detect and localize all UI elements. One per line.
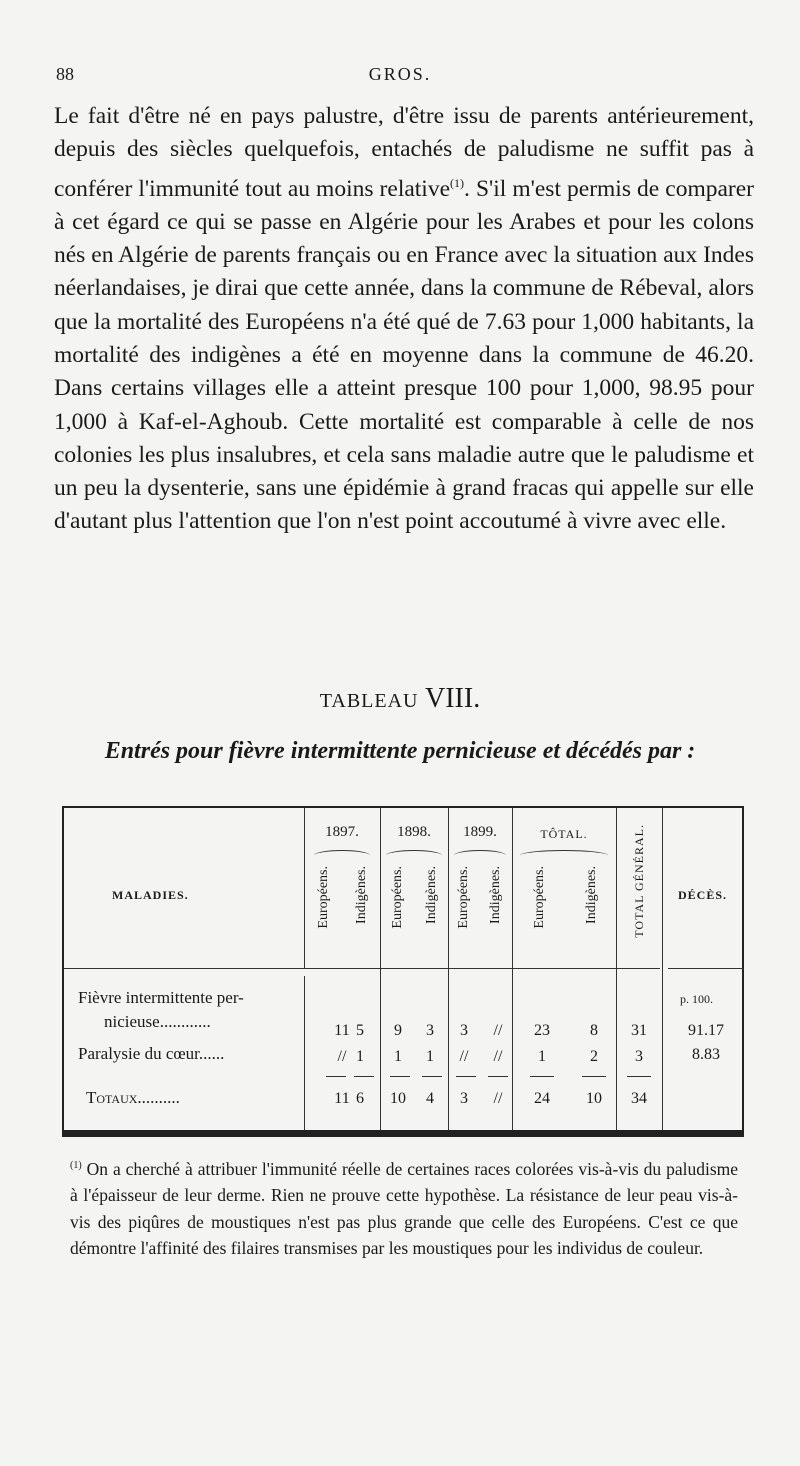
total-header: TÔTAL.	[540, 827, 588, 841]
year-brace	[386, 850, 442, 861]
year-brace	[520, 850, 608, 861]
col-europeens-1897: Européens.	[316, 866, 331, 929]
cell-paralysie-total-europeens: 1	[538, 1048, 546, 1065]
col-europeens-1898: Européens.	[390, 866, 405, 929]
cell-fievre-1897-indigenes: 5	[356, 1022, 364, 1039]
sum-rule	[582, 1076, 606, 1077]
cell-totaux-1898-europeens: 10	[390, 1090, 406, 1107]
page-number: 88	[56, 64, 74, 84]
footnote-reference: (1)	[450, 175, 465, 190]
header-rule	[64, 968, 660, 969]
maladies-header: MALADIES.	[112, 888, 189, 902]
cell-paralysie-total-general: 3	[635, 1048, 643, 1065]
cell-fievre-total-europeens: 23	[534, 1022, 550, 1039]
header-rule	[668, 968, 744, 969]
cell-totaux-1899-indigenes: //	[493, 1090, 503, 1107]
cell-totaux-1899-europeens: 3	[460, 1090, 468, 1107]
year-1899: 1899.	[463, 824, 497, 840]
cell-fievre-total-indigenes: 8	[590, 1022, 598, 1039]
row-label-fievre-line2: nicieuse............	[104, 1012, 211, 1031]
cell-paralysie-1897-indigenes: 1	[356, 1048, 364, 1065]
tableau-title	[0, 683, 800, 715]
footnote	[70, 1153, 738, 1262]
cell-fievre-1898-europeens: 9	[394, 1022, 402, 1039]
table-bottom-border	[62, 1132, 744, 1137]
sum-rule	[456, 1076, 476, 1077]
cell-paralysie-1897-europeens: //	[337, 1048, 347, 1065]
col-europeens-1899: Européens.	[456, 866, 471, 929]
body-paragraph	[54, 100, 754, 539]
year-1898: 1898.	[397, 824, 431, 840]
cell-totaux-total-indigenes: 10	[586, 1090, 602, 1107]
page-header	[56, 64, 744, 88]
year-brace	[454, 850, 506, 861]
sum-rule	[422, 1076, 442, 1077]
cell-fievre-1899-europeens: 3	[460, 1022, 468, 1039]
col-indigenes-1898: Indigènes.	[424, 866, 439, 924]
cell-totaux-total-general: 34	[631, 1090, 647, 1107]
cell-paralysie-1898-indigenes: 1	[426, 1048, 434, 1065]
tableau-title-number: VIII.	[425, 683, 481, 714]
column-rule	[662, 808, 663, 1130]
row-label-totaux: Totaux..........	[86, 1088, 180, 1107]
cell-totaux-1898-indigenes: 4	[426, 1090, 434, 1107]
sum-rule	[354, 1076, 374, 1077]
cell-fievre-deces: 91.17	[688, 1022, 724, 1039]
cell-fievre-1898-indigenes: 3	[426, 1022, 434, 1039]
sum-rule	[488, 1076, 508, 1077]
year-1897: 1897.	[325, 824, 359, 840]
footnote-text: On a cherché à attribuer l'immunité réelle de certaines races colorées vis-à-vis du paludisme à l'épaisseur de leur derme. Rien ne prouve cette hypothèse. La résistance de leur peau vis-à-vis des piqûres de moustiques n'est pas plus grande que celle des Européens. C'est ce que démontre l'affinité des filaires transmises par les moustiques pour les individus de couleur.	[70, 1158, 739, 1259]
sum-rule	[326, 1076, 346, 1077]
col-total-general: TOTAL GÉNÉRAL.	[632, 824, 646, 938]
cell-paralysie-1899-europeens: //	[459, 1048, 469, 1065]
deces-header: DÉCÈS.	[678, 888, 728, 902]
body-text-part-1: Le fait d'être né en pays palustre, d'être issu de parents antérieurement, depuis des siècles quelquefois, entachés de paludisme ne suffit pas à conférer l'immunité tout au moins relative	[54, 103, 754, 202]
running-head: GROS.	[368, 64, 432, 84]
row-label-fievre-line1: Fièvre intermittente per-	[78, 988, 244, 1007]
cell-totaux-1897-indigenes: 6	[356, 1090, 364, 1107]
cell-fievre-1897-europeens: 11	[334, 1022, 350, 1039]
column-rule	[304, 976, 305, 1130]
row-label-paralysie: Paralysie du cœur......	[78, 1044, 225, 1063]
unit-label: p. 100.	[680, 992, 713, 1006]
column-rule	[512, 808, 513, 1130]
mortality-table	[62, 806, 744, 1132]
cell-fievre-total-general: 31	[631, 1022, 647, 1039]
year-brace	[314, 850, 370, 861]
sum-rule	[390, 1076, 410, 1077]
cell-paralysie-deces: 8.83	[692, 1046, 720, 1063]
sum-rule	[627, 1076, 651, 1077]
tableau-caption: Entrés pour fièvre intermittente pernicieuse et décédés par :	[104, 738, 696, 764]
tableau-title-word: TABLEAU	[319, 690, 419, 712]
column-rule	[616, 808, 617, 1130]
footnote-marker: (1)	[70, 1160, 82, 1171]
col-indigenes-1899: Indigènes.	[488, 866, 503, 924]
cell-fievre-1899-indigenes: //	[493, 1022, 503, 1039]
cell-totaux-total-europeens: 24	[534, 1090, 550, 1107]
cell-paralysie-total-indigenes: 2	[590, 1048, 598, 1065]
cell-paralysie-1898-europeens: 1	[394, 1048, 402, 1065]
col-indigenes-total: Indigènes.	[584, 866, 599, 924]
cell-totaux-1897-europeens: 11	[334, 1090, 350, 1107]
sum-rule	[530, 1076, 554, 1077]
col-indigenes-1897: Indigènes.	[354, 866, 369, 924]
column-rule	[380, 808, 381, 1130]
body-text-part-2: . S'il m'est permis de comparer à cet égard ce qui se passe en Algérie pour les Arabes et pour les colons nés en Algérie de parents français ou en France avec la situation aux Indes néerlandaises, je dirai que cette année, dans la commune de Rébeval, alors que la mortalité des Européens n'a été qué de 7.63 pour 1,000 habitants, la mortalité des indigènes a été en moyenne dans la commune de 46.20. Dans certains villages elle a atteint presque 100 pour 1,000, 98.95 pour 1,000 à Kaf-el-Aghoub. Cette mortalité est comparable à celle de nos colonies les plus insalubres, et cela sans maladie autre que le paludisme et un peu la dysenterie, sans une épidémie à grand fracas qui appelle sur elle d'autant plus l'attention que l'on n'est point accoutumé à vivre avec elle.	[54, 175, 754, 535]
cell-paralysie-1899-indigenes: //	[493, 1048, 503, 1065]
column-rule	[448, 808, 449, 1130]
col-europeens-total: Européens.	[532, 866, 547, 929]
